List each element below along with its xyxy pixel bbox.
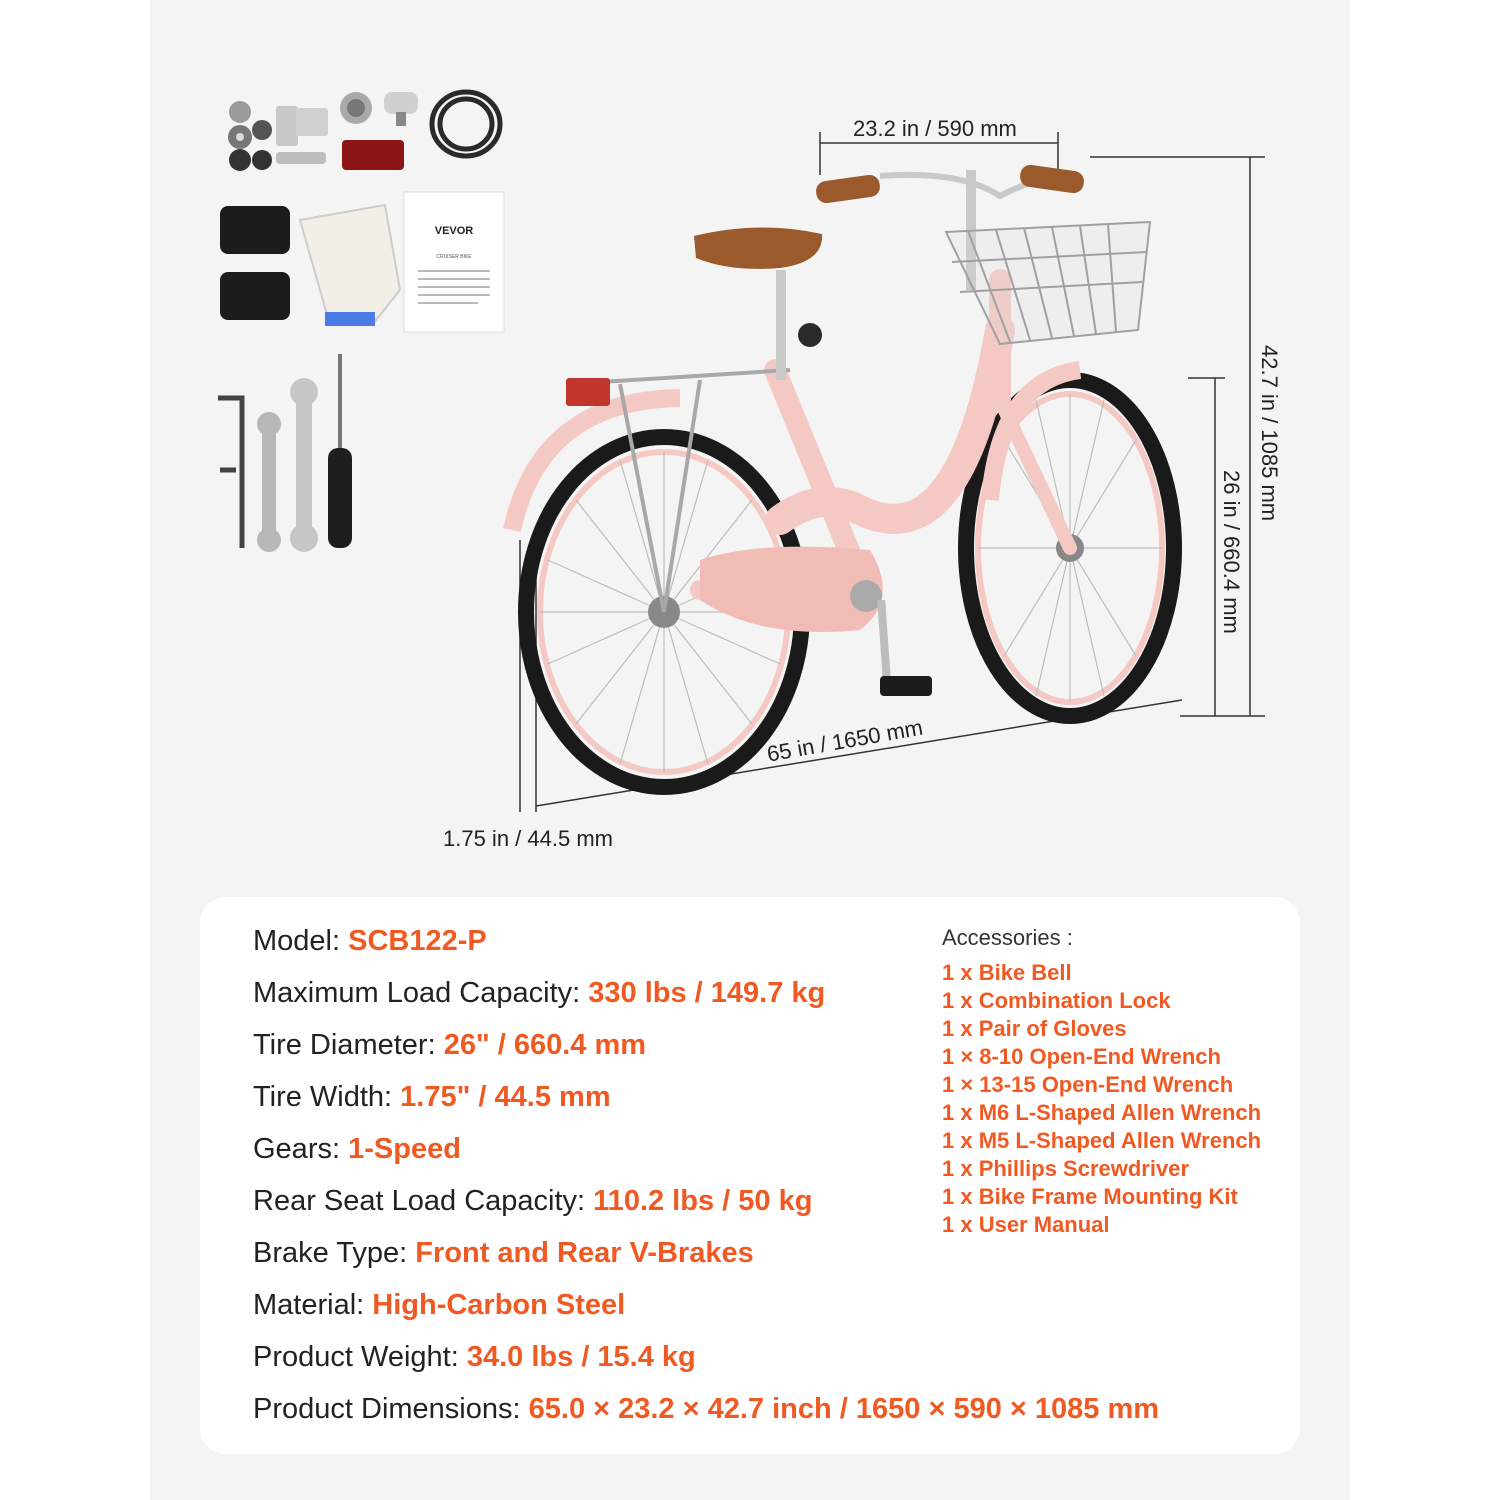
- spec-label: Tire Width:: [253, 1081, 401, 1113]
- accessory-item: 1 x M5 L-Shaped Allen Wrench: [942, 1128, 1262, 1153]
- spec-value: 65.0 × 23.2 × 42.7 inch / 1650 × 590 × 1085 mm: [528, 1393, 1160, 1425]
- spec-row: [253, 1389, 1159, 1441]
- spec-label: Product Dimensions:: [253, 1393, 529, 1425]
- spec-label: Tire Diameter:: [253, 1029, 444, 1061]
- spec-value: 26" / 660.4 mm: [443, 1029, 647, 1061]
- accessory-item: 1 x Bike Frame Mounting Kit: [942, 1184, 1238, 1209]
- saddle: [694, 227, 822, 268]
- spec-row: [253, 1337, 1159, 1389]
- screwdriver-icon: [328, 354, 352, 548]
- spec-card: [200, 897, 1300, 1454]
- spec-row: [253, 1285, 1159, 1337]
- open-end-wrench-icon: [257, 378, 318, 552]
- spec-value: 110.2 lbs / 50 kg: [593, 1185, 813, 1217]
- accessory-item: 1 x User Manual: [942, 1212, 1110, 1237]
- spec-value: Front and Rear V-Brakes: [415, 1237, 754, 1269]
- hardware-kit-icon: [228, 101, 328, 171]
- user-manual-icon: [404, 192, 504, 332]
- dimension-lines: [520, 132, 1265, 812]
- spec-value: 1-Speed: [348, 1133, 461, 1165]
- front-basket: [946, 222, 1150, 344]
- accessory-item: 1 x Pair of Gloves: [942, 1016, 1127, 1041]
- reflector-icon: [342, 140, 404, 170]
- dimension-height-label: 42.7 in / 1085 mm: [1257, 345, 1282, 522]
- spec-label: Product Weight:: [253, 1341, 467, 1373]
- accessory-item: 1 x Combination Lock: [942, 988, 1171, 1013]
- dimension-width-label: 23.2 in / 590 mm: [853, 116, 1017, 141]
- cable-lock-icon: [432, 92, 500, 156]
- gloves-icon: [300, 205, 400, 326]
- spec-value: 1.75" / 44.5 mm: [400, 1081, 611, 1113]
- spec-value: High-Carbon Steel: [372, 1289, 626, 1321]
- svg-text:VEVOR: VEVOR: [434, 225, 474, 237]
- bike-image: [512, 164, 1174, 787]
- spec-value: SCB122-P: [348, 925, 487, 957]
- bike-bell-icon: [340, 92, 418, 126]
- spec-label: Maximum Load Capacity:: [253, 977, 589, 1009]
- spec-value: 330 lbs / 149.7 kg: [588, 977, 826, 1009]
- spec-label: Rear Seat Load Capacity:: [253, 1185, 594, 1217]
- svg-text:CRUISER BIKE: CRUISER BIKE: [436, 254, 472, 260]
- right-grip: [1019, 164, 1085, 195]
- pedals-icon: [220, 206, 290, 320]
- spec-label: Gears:: [253, 1133, 349, 1165]
- accessory-item: 1 × 8-10 Open-End Wrench: [942, 1044, 1221, 1069]
- accessory-item: 1 x Bike Bell: [942, 960, 1072, 985]
- dimension-tire-width-label: 1.75 in / 44.5 mm: [443, 826, 613, 851]
- spec-row: [253, 1233, 1159, 1285]
- spec-label: Model:: [253, 925, 349, 957]
- spec-value: 34.0 lbs / 15.4 kg: [466, 1341, 696, 1373]
- accessories-list: [942, 923, 1261, 1239]
- dimension-wheel-label: 26 in / 660.4 mm: [1219, 470, 1244, 634]
- accessory-item: 1 x Phillips Screwdriver: [942, 1156, 1190, 1181]
- rear-reflector: [566, 378, 610, 406]
- left-grip: [815, 174, 881, 205]
- accessory-item: 1 x M6 L-Shaped Allen Wrench: [942, 1100, 1262, 1125]
- spec-label: Brake Type:: [253, 1237, 416, 1269]
- allen-wrench-icon: [218, 398, 242, 548]
- accessories-title: Accessories :: [942, 925, 1073, 950]
- dimension-length-label: 65 in / 1650 mm: [765, 714, 925, 767]
- spec-label: Material:: [253, 1289, 373, 1321]
- accessory-item: 1 × 13-15 Open-End Wrench: [942, 1072, 1234, 1097]
